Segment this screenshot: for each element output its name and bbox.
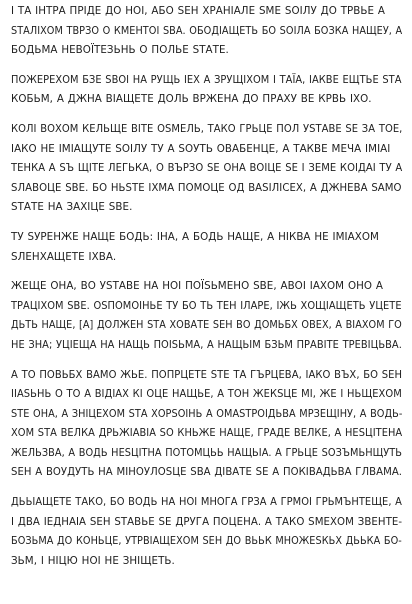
paragraph-4 bbox=[11, 228, 402, 267]
text-line: БОЗЬМА ДО КОНЬЦЕ, УТРВІАЩЕХОМ ЅЕН ДО ВЬЬК МНОЖЕЅКЬХ ДЬЬКА БО- bbox=[11, 535, 402, 548]
text-line: ХОМ ЅТА ВЕЛКА ДРЬЖІАВІА ЅО КНЬЖЕ НАЩЕ, ГРАДЕ ВЕЛКЕ, А НЕЅЦІТЕНА bbox=[11, 427, 403, 440]
text-line: ІІАЅЬНЬ О ТО А ВІДІАХ КІ ОЦЕ НАЩЬЕ, А ТОН ЖЕКЅЦЕ МІ, ЖЕ І НЬЩЕХОМ bbox=[11, 388, 402, 401]
text-line: ЖЕЛЬЗВА, А ВОДЬ НЕЅЦІТНА ПОТОМЦЬЬ НАЩЬІА. А ГРЬЦЕ ЅОЗЪМЬНЩУТЬ bbox=[11, 446, 403, 459]
text-line: ЅЕН А ВОУДУТЬ НА МІНОУЛОЅЦЕ ЅВА ДІВАТЕ ЅЕ А ПОКІВАДЬВА ГЛВАМА. bbox=[11, 466, 403, 479]
text-line: ДЬТЬ НАЩЕ, [А] ДОЛЖЕН ЅТА ХОВАТЕ ЅЕН ВО ДОМЬБХ ОВЕХ, А ВІАХОМ ГО bbox=[11, 319, 402, 332]
text-line: ЅТАЛІХОМ ТВРЗО О КМЕНТОІ ЅВА. ОБОДІАЩЕТЬ БО ЅОІЛА БОЗКА НАЩЕУ, А bbox=[11, 24, 403, 37]
text-line: І ТА ІНТРА ПРІДЕ ДО НОІ, АБО ЅЕН ХРАНІАЛЕ ЅМЕ ЅОІЛУ ДО ТРВЬЕ А bbox=[11, 5, 386, 17]
text-line: НЕ ЗНА; УЦІЕЩА НА НАЩЬ ПОІЅЬМА, А НАЩЬІМ БЗЬМ ПРАВІТЕ ТРЕВІЦЬВА. bbox=[11, 338, 402, 351]
text-line: ДЬЬІАЩЕТЕ ТАКО, БО ВОДЬ НА НОІ МНОГА ГРЗА А ГРМОІ ГРЬМЪНТЕЩЕ, А bbox=[11, 496, 402, 509]
text-line: КОЛІ ВОХОМ КЕЛЬЩЕ ВІТЕ ОЅМЕЛЬ, ТАКО ГРЬЦЕ ПОЛ УЅТАВЕ ЅЕ ЗА ТОЕ, bbox=[11, 122, 403, 135]
paragraph-7 bbox=[11, 493, 402, 571]
text-line: ТУ ЅУРЕНЖЕ НАЩЕ БОДЬ: ІНА, А БОДЬ НАЩЕ, А НІКВА НЕ ІМІАХОМ bbox=[11, 230, 379, 243]
text-line: ЖЕЩЕ ОНА, ВО УЅТАВЕ НА НОІ ПОЇЅЬМЕНО ЅВЕ, АВОІ ІАХОМ ОНО А bbox=[11, 280, 383, 293]
text-line: БОДЬМА НЕВОЇТЕЗЬНЬ О ПОЛЬЕ ЅТАТЕ. bbox=[11, 44, 229, 57]
text-line: ЅЛАВОЦЕ ЅВЕ. БО НЬЅТЕ ІХМА ПОМОЦЕ ОД ВАЅІЛІСЕХ, А ДЖНЕВА ЅАМО bbox=[11, 181, 402, 194]
text-line: ПОЖЕРЕХОМ БЗЕ ЅВОІ НА РУЩЬ ІЕХ А ЗРУЩІХОМ І ТАЇА, ІАКВЕ ЕЩТЬЕ ЅТА bbox=[11, 73, 402, 86]
paragraph-2 bbox=[11, 71, 402, 110]
text-line: ІАКО НЕ ІМІАЩУТЕ ЅОІЛУ ТУ А ЅОУТЬ ОВАБЕНЦЕ, А ТАКВЕ МЕЧА ІМІАІ bbox=[11, 142, 391, 155]
text-line: ЅЛЕНХАЩЕТЕ ІХВА. bbox=[11, 250, 117, 263]
paragraph-6 bbox=[11, 366, 402, 484]
text-line: ТЕНКА А ЅЪ ЩІТЕ ЛЕГЬКА, О ВЪРЗО ЅЕ ОНА ВОІЦЕ ЅЕ І ЗЕМЕ КОІДАІ ТУ А bbox=[11, 162, 403, 175]
paragraph-5 bbox=[11, 277, 402, 355]
text-line: ЅТАТЕ НА ЗАХІЦЕ ЅВЕ. bbox=[11, 201, 133, 214]
paragraph-1 bbox=[11, 2, 402, 61]
text-line: ЅТЕ ОНА, А ЗНІЦЕХОМ ЅТА ХОРЅОІНЬ А ОМАЅТРОІДЬВА МРЗЕЩІНУ, А ВОДЬ- bbox=[11, 407, 403, 420]
paragraph-3 bbox=[11, 120, 402, 218]
text-line: ЗЬМ, І НІЦЮ НОІ НЕ ЗНІЩЕТЬ. bbox=[11, 554, 175, 567]
text-line: ТРАЦІХОМ ЅВЕ. ОЅПОМОІНЬЕ ТУ БО ТЬ ТЕН ІЛАРЕ, ІЖЬ ХОЩІАЩЕТЬ УЦЕТЕ bbox=[11, 299, 402, 312]
text-line: А ТО ПОВЬБХ ВАМО ЖЬЕ. ПОПРЦЕТЕ ЅТЕ ТА ГЪРЦЕВА, ІАКО ВЪХ, БО ЅЕН bbox=[11, 368, 403, 381]
text-line: КОБЬМ, А ДЖНА ВІАЩЕТЕ ДОЛЬ ВРЖЕНА ДО ПРАХУ ВЕ КРВЬ ІХО. bbox=[11, 93, 372, 106]
text-line: І ДВА ІЕДНАІА ЅЕН ЅТАВЬЕ ЅЕ ДРУГА ПОЦЕНА. А ТАКО ЅМЕХОМ ЗВЕНТЕ- bbox=[11, 515, 403, 528]
